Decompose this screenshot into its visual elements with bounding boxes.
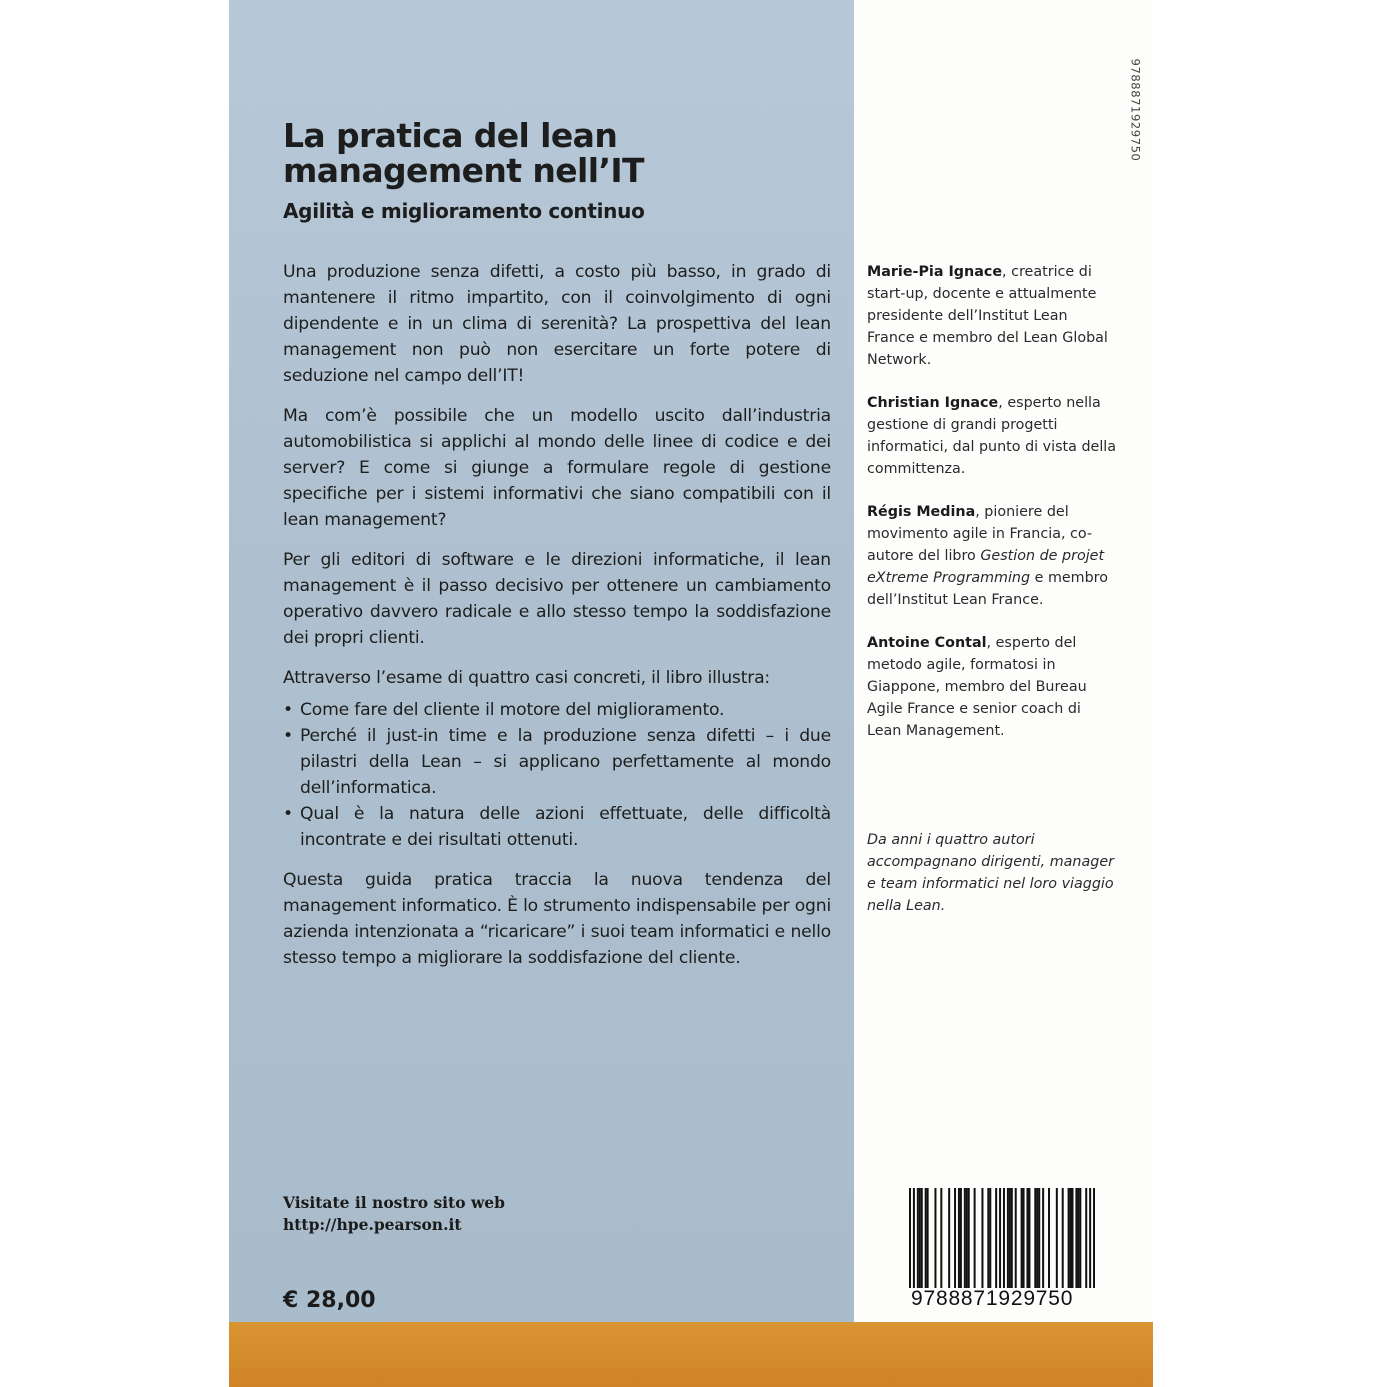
blurb-paragraph: Per gli editori di software e le direzioni informatiche, il lean management è il passo decisivo per ottenere un cambiamento operativo davvero radicale e allo stesso tempo la soddisfazione dei propri clienti.	[283, 550, 831, 648]
barcode-bar	[954, 1188, 956, 1288]
barcode-bar	[964, 1188, 966, 1288]
barcode-bar	[1003, 1188, 1005, 1288]
barcode-bar	[1085, 1188, 1087, 1288]
barcode-bar	[1036, 1188, 1038, 1288]
website-url: http://hpe.pearson.it	[283, 1215, 462, 1234]
author-bios	[867, 261, 1117, 763]
barcode-number: 9788871929750	[911, 1287, 1074, 1310]
barcode-bar	[909, 1188, 911, 1288]
barcode-bar	[1089, 1188, 1091, 1288]
title-line-2: management nell’IT	[283, 151, 644, 190]
isbn-vertical-text: 9788871929750	[1128, 58, 1143, 162]
barcode-bar	[921, 1188, 923, 1288]
website-label: Visitate il nostro sito web	[283, 1193, 505, 1212]
price: € 28,00	[283, 1288, 376, 1313]
author-bio	[867, 392, 1117, 480]
blurb-paragraph: Ma com’è possibile che un modello uscito dall’industria automobilistica si applichi al mondo delle linee di codice e dei server? E come si giunge a formulare regole di gestione specifiche per i sistemi informativi che siano compatibili con il lean management?	[283, 406, 831, 530]
blurb	[283, 259, 831, 985]
bullet-list	[283, 697, 831, 853]
barcode-bar	[927, 1188, 929, 1288]
barcode-bar	[913, 1188, 915, 1288]
blurb-paragraph: Una produzione senza difetti, a costo più basso, in grado di mantenere il ritmo impartito, con il coinvolgimento di ogni dipendente e in un clima di serenità? La prospettiva del lean management non può non esercitare un forte potere di seduzione nel campo dell’IT!	[283, 262, 831, 386]
book-reference: Gestion de projet eXtreme Programming	[867, 548, 1105, 586]
barcode-bar	[1075, 1188, 1077, 1288]
barcode-bar	[987, 1188, 989, 1288]
barcode-bar	[1070, 1188, 1072, 1288]
book-subtitle: Agilità e miglioramento continuo	[283, 199, 645, 223]
barcode-bar	[974, 1188, 976, 1288]
author-bio	[867, 261, 1117, 371]
barcode-bar	[995, 1188, 997, 1288]
author-description: e membro dell’Institut Lean France.	[867, 570, 1108, 608]
title-line-1: La pratica del lean	[283, 116, 618, 155]
blurb-paragraph: Questa guida pratica traccia la nuova tendenza del management informatico. È lo strumento indispensabile per ogni azienda intenzionata a “ricaricare” i suoi team informatici e nello stesso tempo a migliorare la soddisfazione del cliente.	[283, 870, 832, 968]
orange-band	[229, 1322, 1153, 1387]
author-name: Antoine Contal	[867, 635, 987, 651]
barcode-bar	[1079, 1188, 1081, 1288]
barcode-bar	[1015, 1188, 1017, 1288]
barcode-bar	[925, 1188, 927, 1288]
barcode-bar	[966, 1188, 968, 1288]
barcode-bar	[1062, 1188, 1064, 1288]
barcode-bar	[968, 1188, 970, 1288]
author-description: , esperto del metodo agile, formatosi in Giappone, membro del Bureau Agile France e senior coach di Lean Management.	[867, 635, 1087, 739]
barcode-bar	[960, 1188, 962, 1288]
author-name: Christian Ignace	[867, 395, 999, 411]
bullet-item: • Come fare del cliente il motore del miglioramento.	[283, 697, 831, 723]
book-back-cover	[229, 0, 1153, 1387]
barcode	[909, 1188, 1095, 1288]
barcode-bar	[948, 1188, 950, 1288]
author-bio	[867, 501, 1117, 611]
barcode-bar	[1056, 1188, 1058, 1288]
barcode-bar	[1042, 1188, 1044, 1288]
isbn-vertical	[1118, 52, 1152, 168]
website-info	[283, 1192, 505, 1236]
barcode-bar	[1026, 1188, 1028, 1288]
bullet-item: • Perché il just-in time e la produzione senza difetti – i due pilastri della Lean – si applicano perfettamente al mondo dell’informatica.	[283, 723, 831, 801]
author-bio	[867, 632, 1117, 742]
bullet-item: • Qual è la natura delle azioni effettuate, delle difficoltà incontrate e dei risultati ottenuti.	[283, 801, 831, 853]
barcode-bar	[1072, 1188, 1074, 1288]
barcode-bar	[934, 1188, 936, 1288]
barcode-bar	[1009, 1188, 1011, 1288]
barcode-bar	[1028, 1188, 1030, 1288]
barcode-bar	[940, 1188, 942, 1288]
book-title	[283, 118, 803, 188]
blurb-paragraph: Attraverso l’esame di quattro casi concreti, il libro illustra:	[283, 668, 771, 688]
barcode-bar	[1021, 1188, 1023, 1288]
barcode-bar	[1023, 1188, 1025, 1288]
author-description: , pioniere del movimento agile in Francia, co-autore del libro	[867, 504, 1093, 564]
barcode-bar	[917, 1188, 919, 1288]
author-description: , esperto nella gestione di grandi progetti informatici, dal punto di vista della committenza.	[867, 395, 1117, 477]
barcode-bar	[1007, 1188, 1009, 1288]
barcode-bar	[1068, 1188, 1070, 1288]
barcode-bar	[1077, 1188, 1079, 1288]
blue-panel	[229, 0, 854, 1322]
author-name: Régis Medina	[867, 504, 976, 520]
barcode-bar	[1034, 1188, 1036, 1288]
author-name: Marie-Pia Ignace	[867, 264, 1003, 280]
barcode-bar	[999, 1188, 1001, 1288]
barcode-bar	[1038, 1188, 1040, 1288]
barcode-bar	[1048, 1188, 1050, 1288]
barcode-bar	[919, 1188, 921, 1288]
tagline: Da anni i quattro autori accompagnano dirigenti, manager e team informatici nel loro viaggio nella Lean.	[867, 832, 1114, 914]
barcode-bar	[981, 1188, 983, 1288]
author-description: , creatrice di start-up, docente e attualmente presidente dell’Institut Lean France e membro del Lean Global Network.	[867, 264, 1108, 368]
barcode-bars	[909, 1188, 1095, 1288]
barcode-bar	[1011, 1188, 1013, 1288]
barcode-bar	[958, 1188, 960, 1288]
barcode-bar	[1093, 1188, 1095, 1288]
barcode-bar	[989, 1188, 991, 1288]
